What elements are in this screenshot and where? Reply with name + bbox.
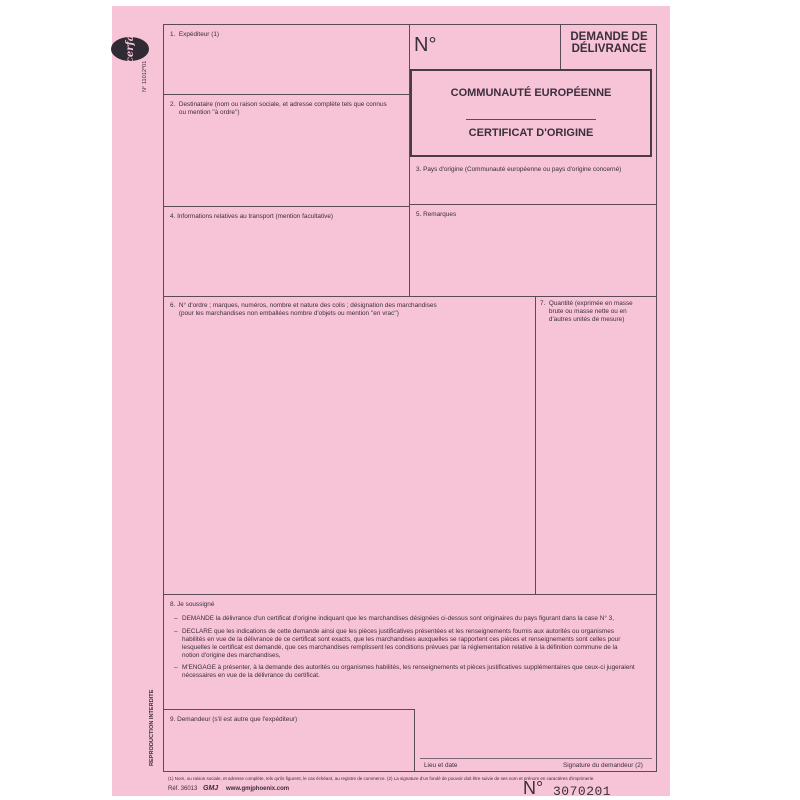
divider-3-5 xyxy=(410,204,657,205)
divider-9 xyxy=(414,709,415,772)
box5-label: 5. Remarques xyxy=(416,211,457,218)
reference: Réf. 36013 xyxy=(168,786,198,792)
box1-label: 1. Expéditeur (1) xyxy=(170,31,220,38)
divider-9-bottom xyxy=(163,771,415,772)
serial-number: 3070201 xyxy=(553,784,612,799)
signature-label: Signature du demandeur (2) xyxy=(563,762,643,769)
box9-label: 9. Demandeur (s'il est autre que l'expéditeur) xyxy=(170,716,298,723)
publisher-logo: GMJ xyxy=(203,785,219,792)
divider-2-4 xyxy=(163,206,410,207)
demande-title: DEMANDE DE DÉLIVRANCE xyxy=(570,31,648,55)
reproduction-note: REPRODUCTION INTERDITE xyxy=(149,689,155,766)
divider-8-9 xyxy=(163,709,415,710)
box8-item-engage: M'ENGAGE à présenter, à la demande des autorités ou organismes habilités, les renseignements et pièces justificatives supplémentaires que ceux-ci jugeraient nécessaires en vue de la délivrance du certificat. xyxy=(182,664,635,679)
cerfa-logo xyxy=(111,34,149,64)
divider-header xyxy=(560,24,561,69)
box7-label: 7. Quantité (exprimée en masse brute ou masse nette ou en d'autres unités de mesure) xyxy=(540,300,633,323)
cerfa-logo-text: cerfa xyxy=(124,34,136,64)
certificate-line1: COMMUNAUTÉ EUROPÉENNE xyxy=(450,87,612,99)
form-number: N° 11012*01 xyxy=(142,60,148,92)
bullet-2: – xyxy=(174,628,178,635)
bullet-1: – xyxy=(174,615,178,622)
bullet-3: – xyxy=(174,664,178,671)
signature-line xyxy=(420,758,652,759)
divider-1-2 xyxy=(163,94,410,95)
divider-6-7 xyxy=(535,296,536,594)
footnote: (1) Nom, ou raison sociale, et adresse complète, tels qu'ils figurent, le cas échéant, au registre de commerce. (2) La signature d'un fondé de pouvoir doit être suivie de ses nom et prénom en caractères d'imprimerie. xyxy=(168,776,595,781)
divider-7-8 xyxy=(163,594,657,595)
certificate-box xyxy=(410,69,652,157)
certificate-separator xyxy=(466,119,596,120)
box8-item-demande: DEMANDE la délivrance d'un certificat d'origine indiquant que les marchandises désignées ci-dessus sont originaires du pays figurant dans la case N° 3, xyxy=(182,615,614,622)
number-label: N° xyxy=(414,34,437,56)
divider-4-6 xyxy=(163,296,657,297)
box2-label: 2. Destinataire (nom ou raison sociale, et adresse complète tels que connus ou mention ''à ordre'') xyxy=(170,101,387,116)
place-date-label: Lieu et date xyxy=(424,762,458,769)
box8-item-declare: DECLARE que les indications de cette demande ainsi que les pièces justificatives présentées et les renseignements fournis aux autorités ou organismes habilités en vue de la délivrance de ce certificat sont exacts, que les marchandises auxquelles se rapportent ces pièces et renseignements sont celles pour lesquelles le certificat est demandé, que ces marchandises remplissent les conditions prévues par la réglementation relative à la définition commune de la notion d'origine des marchandises, xyxy=(182,628,621,659)
divider-center-top xyxy=(409,24,410,297)
box8-title: 8. Je soussigné xyxy=(170,601,215,608)
serial-prefix: N° xyxy=(523,778,544,798)
box4-label: 4. Informations relatives au transport (mention facultative) xyxy=(170,213,334,220)
box6-label: 6. N° d'ordre ; marques, numéros, nombre et nature des colis ; désignation des marchandises (pour les marchandises non emballées nombre d'objets ou mention ''en vrac'') xyxy=(170,302,437,317)
certificate-line2: CERTIFICAT D'ORIGINE xyxy=(468,127,594,139)
publisher-url: www.gmjphoenix.com xyxy=(226,786,290,792)
box3-label: 3. Pays d'origine (Communauté européenne ou pays d'origine concerné) xyxy=(416,166,622,173)
